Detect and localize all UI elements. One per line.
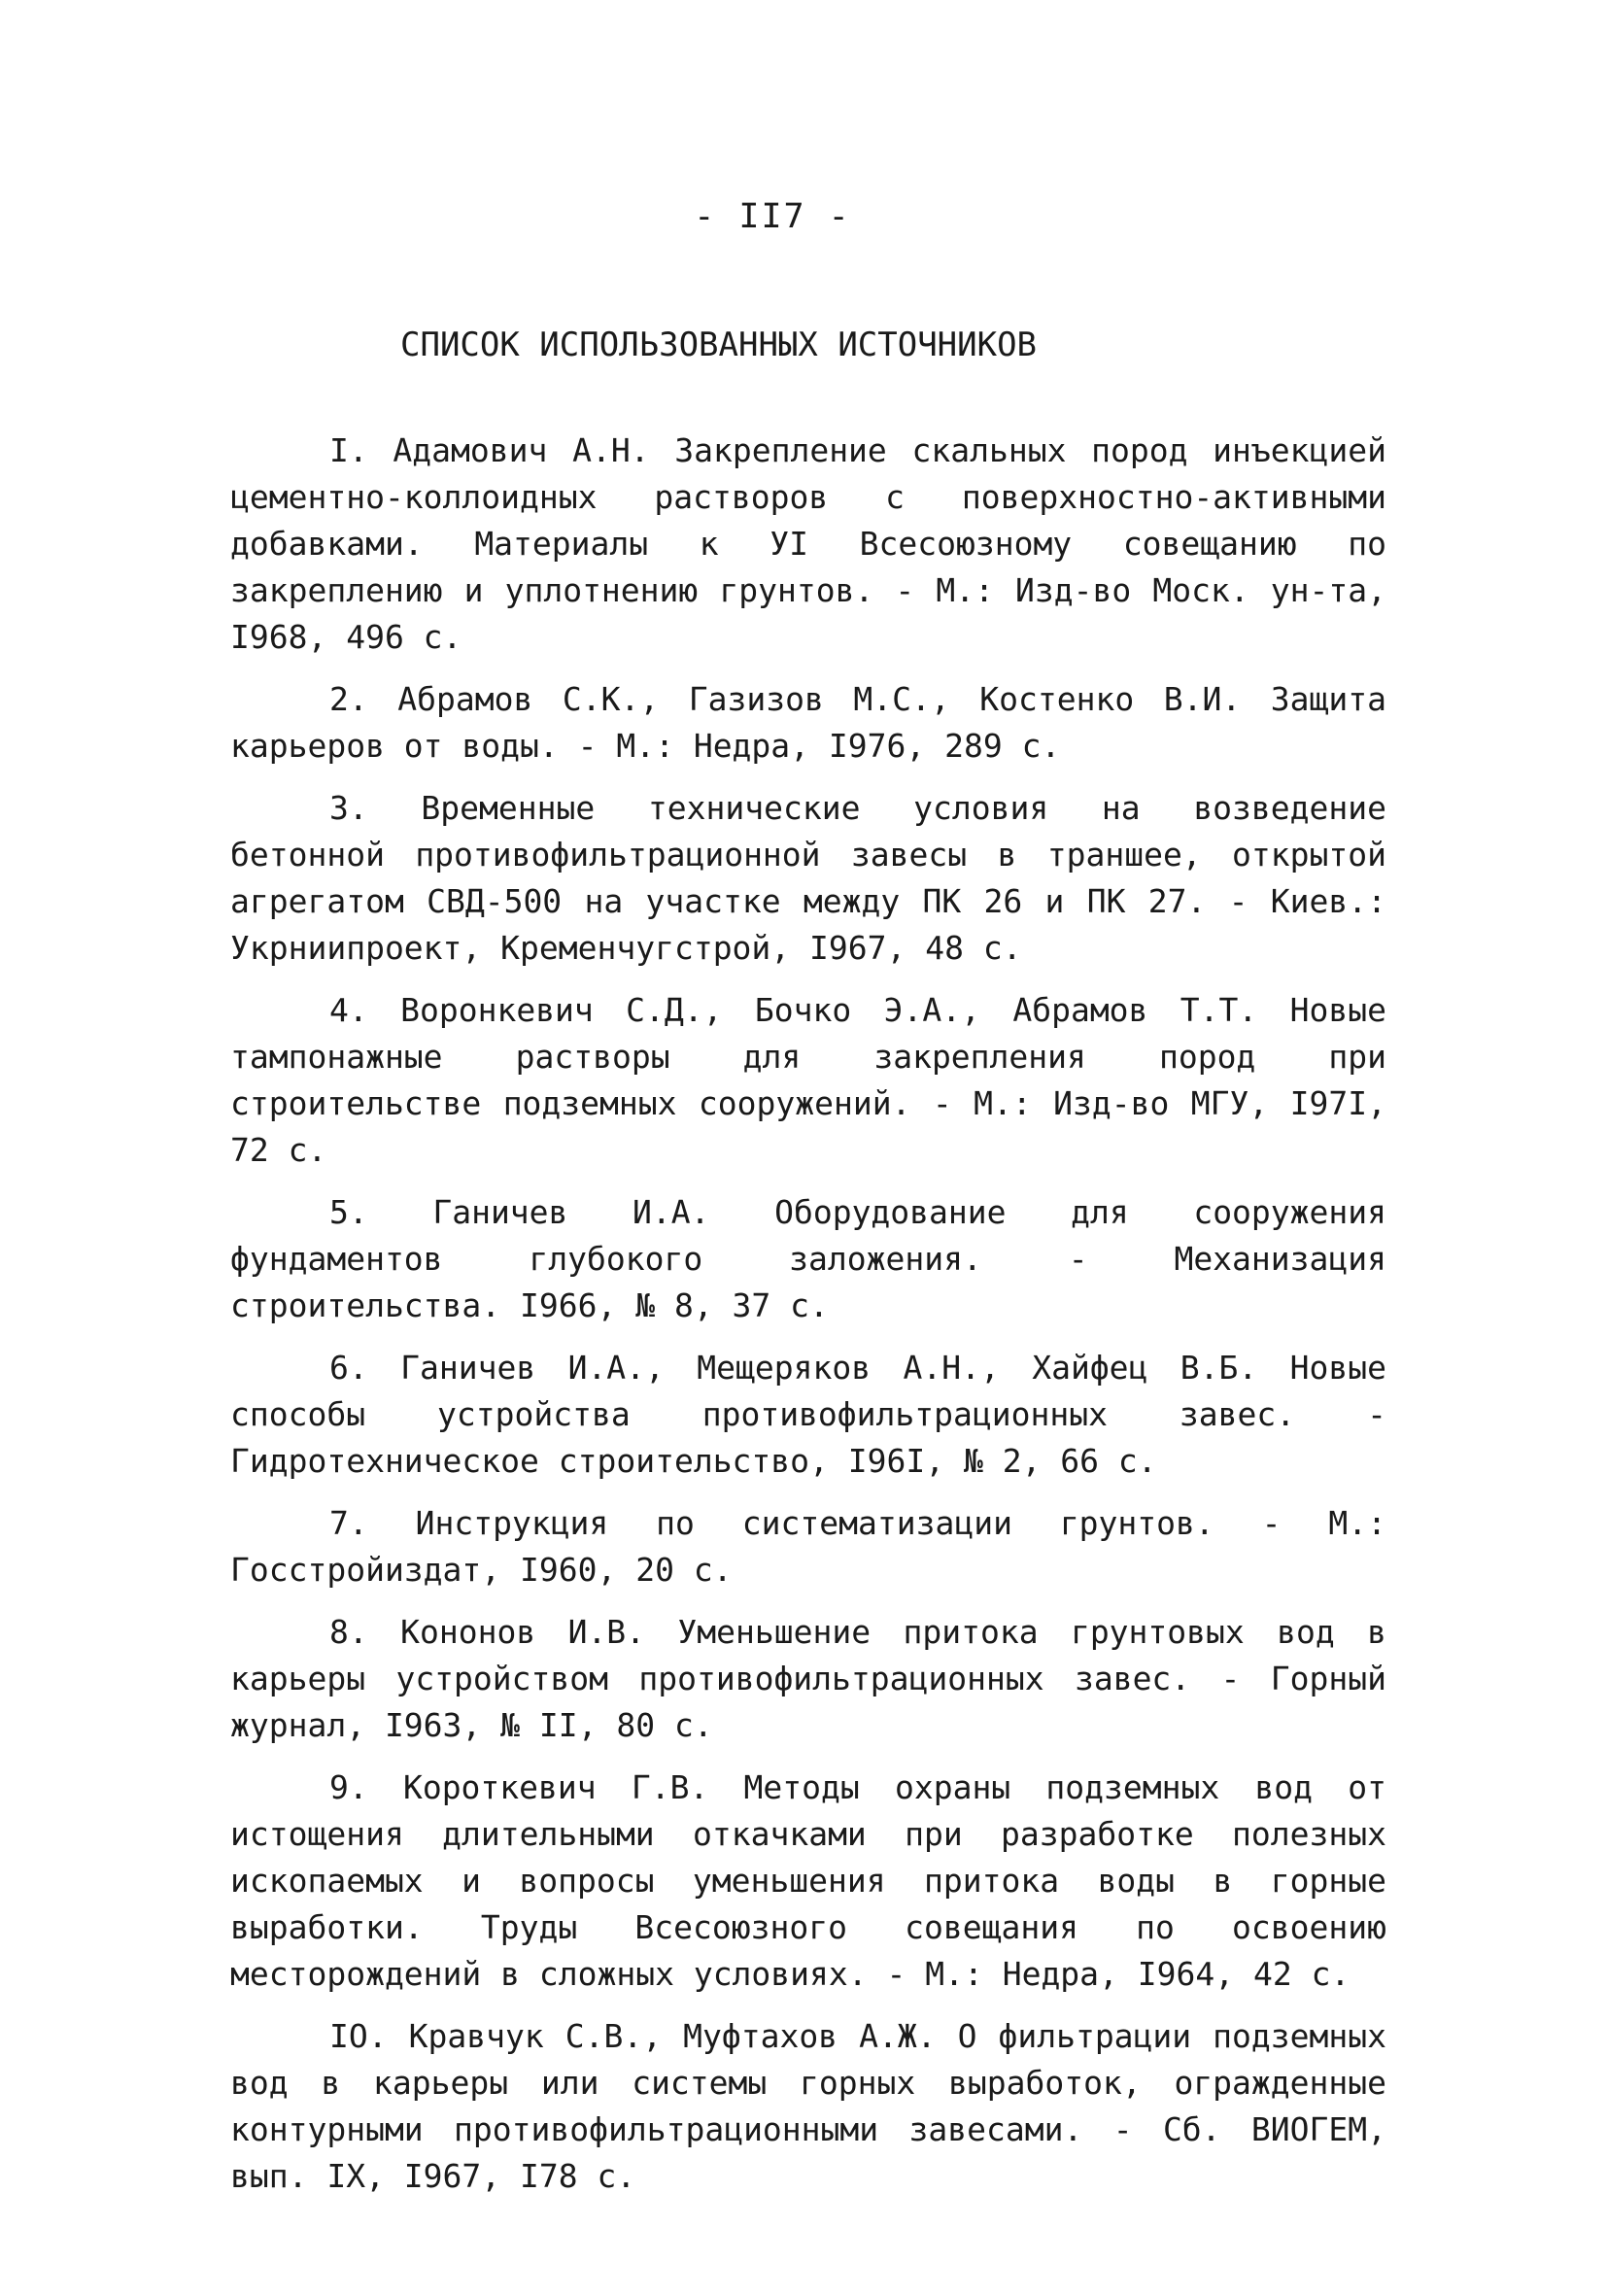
reference-item: I. Адамович А.Н. Закрепление скальных пород инъекцией цементно-коллоидных растворов с поверхностно-активными добавками. Материалы к УI Всесоюзному совещанию по закреплению и уплотнению грунтов. - М.: Изд-во Моск. ун-та, I968, 496 с. (230, 431, 1386, 656)
reference-item: 8. Кононов И.В. Уменьшение притока грунтовых вод в карьеры устройством противофильтрационных завес. - Горный журнал, I963, № II, 80 с. (230, 1613, 1386, 1744)
reference-item: 4. Воронкевич С.Д., Бочко Э.А., Абрамов Т.Т. Новые тампонажные растворы для закрепления пород при строительстве подземных сооружений. - М.: Изд-во МГУ, I97I, 72 с. (230, 991, 1386, 1169)
reference-item: 7. Инструкция по систематизации грунтов. - М.: Госстройиздат, I960, 20 с. (230, 1504, 1386, 1589)
page-title: СПИСОК ИСПОЛЬЗОВАННЫХ ИСТОЧНИКОВ (400, 326, 1038, 364)
reference-item: 9. Короткевич Г.В. Методы охраны подземных вод от истощения длительными откачками при разработке полезных ископаемых и вопросы уменьшения притока воды в горные выработки. Труды Всесоюзного совещания по освоению месторождений в сложных условиях. - М.: Недра, I964, 42 с. (230, 1768, 1386, 1993)
page-number: - II7 - (694, 197, 851, 236)
reference-item: 3. Временные технические условия на возведение бетонной противофильтрационной завесы в траншее, открытой агрегатом СВД-500 на участке между ПК 26 и ПК 27. - Киев.: Укрниипроект, Кременчугстрой, I967, 48 с. (230, 789, 1386, 967)
reference-item: 5. Ганичев И.А. Оборудование для сооружения фундаментов глубокого заложения. - Механизация строительства. I966, № 8, 37 с. (230, 1193, 1386, 1324)
reference-item: 6. Ганичев И.А., Мещеряков А.Н., Хайфец В.Б. Новые способы устройства противофильтрационных завес. - Гидротехническое строительство, I96I, № 2, 66 с. (230, 1349, 1386, 1480)
reference-item: IO. Кравчук С.В., Муфтахов А.Ж. О фильтрации подземных вод в карьеры или системы горных выработок, огражденные контурными противофильтрационными завесами. - Сб. ВИОГЕМ, вып. IX, I967, I78 с. (230, 2017, 1386, 2195)
reference-list (230, 428, 1386, 2215)
reference-item: 2. Абрамов С.К., Газизов М.С., Костенко В.И. Защита карьеров от воды. - М.: Недра, I976, 289 с. (230, 680, 1386, 765)
